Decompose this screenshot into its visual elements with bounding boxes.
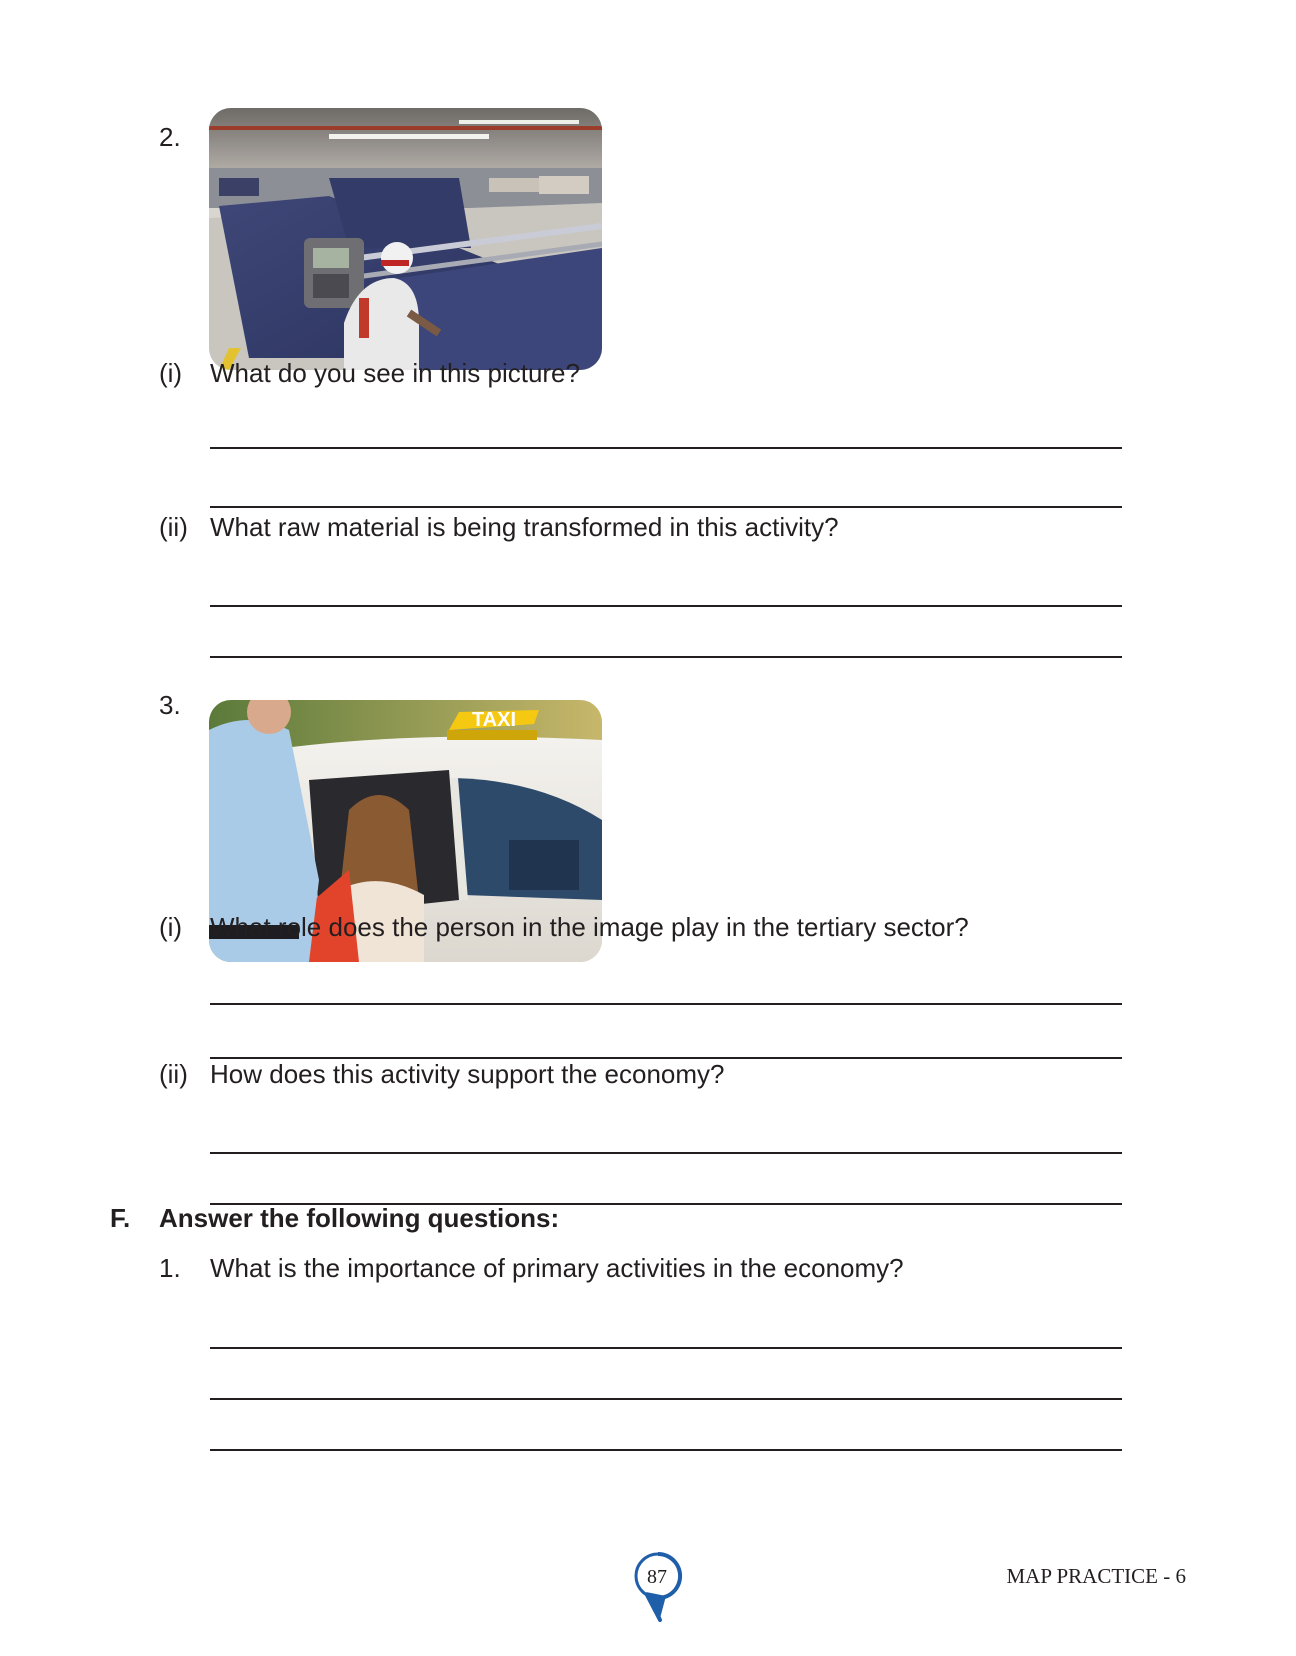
- sub-question-text: What role does the person in the image play in the tertiary sector?: [210, 912, 969, 942]
- sub-question-text: What raw material is being transformed in this activity?: [210, 512, 839, 542]
- answer-line[interactable]: [210, 1152, 1122, 1154]
- question-number: 1.: [159, 1253, 181, 1283]
- sub-question-label: (i): [159, 358, 183, 388]
- answer-line[interactable]: [210, 1347, 1122, 1349]
- section-letter: F.: [110, 1203, 131, 1233]
- answer-line[interactable]: [210, 1449, 1122, 1451]
- question-number: 3.: [159, 690, 181, 720]
- textile-factory-image: [209, 108, 602, 370]
- sub-question-text: What do you see in this picture?: [210, 358, 580, 388]
- question-text: What is the importance of primary activities in the economy?: [210, 1253, 904, 1283]
- page-number: 87: [647, 1566, 667, 1588]
- sub-question-label: (i): [159, 912, 183, 942]
- sub-question-text: How does this activity support the economy?: [210, 1059, 725, 1089]
- sub-question-label: (ii): [159, 1059, 188, 1089]
- taxi-sign-text: TAXI: [471, 709, 517, 731]
- answer-line[interactable]: [210, 1398, 1122, 1400]
- answer-line[interactable]: [210, 605, 1122, 607]
- answer-line[interactable]: [210, 447, 1122, 449]
- question-number: 2.: [159, 122, 181, 152]
- section-title: Answer the following questions:: [159, 1203, 560, 1233]
- sub-question-label: (ii): [159, 512, 188, 542]
- answer-line[interactable]: [210, 656, 1122, 658]
- footer-label: MAP PRACTICE - 6: [1006, 1564, 1186, 1588]
- answer-line[interactable]: [210, 506, 1122, 508]
- answer-line[interactable]: [210, 1003, 1122, 1005]
